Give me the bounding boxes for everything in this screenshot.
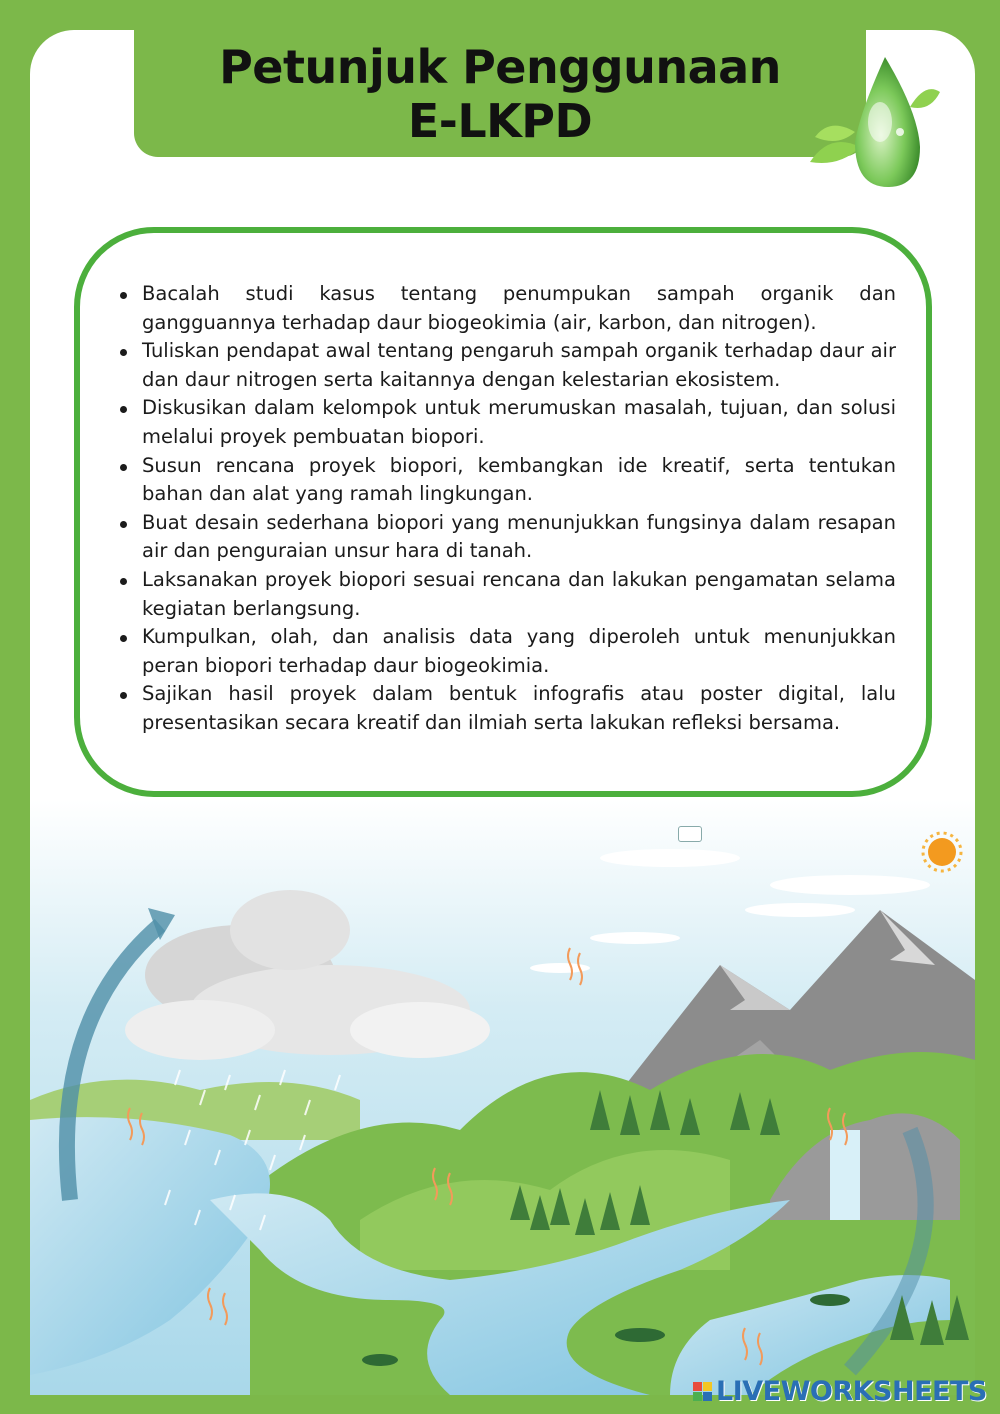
instruction-item: Buat desain sederhana biopori yang menunjukkan fungsinya dalam resapan air dan penguraian unsur hara di tanah.: [120, 509, 896, 566]
sun-icon: [928, 838, 956, 866]
instruction-item: Laksanakan proyek biopori sesuai rencana dan lakukan pengamatan selama kegiatan berlangsung.: [120, 566, 896, 623]
liveworksheets-watermark: [693, 1374, 987, 1408]
title-banner: [134, 30, 866, 157]
page-title-line-2: E-LKPD: [407, 93, 593, 148]
water-drop-icon: [800, 52, 950, 202]
liveworksheets-logo-icon: [693, 1382, 712, 1401]
instruction-item: Kumpulkan, olah, dan analisis data yang diperoleh untuk menunjukkan peran biopori terhadap daur biogeokimia.: [120, 623, 896, 680]
watermark-text: LIVEWORKSHEETS: [716, 1375, 987, 1407]
instruction-item: Bacalah studi kasus tentang penumpukan sampah organik dan gangguannya terhadap daur biogeokimia (air, karbon, dan nitrogen).: [120, 280, 896, 337]
instructions-list: [120, 280, 896, 738]
instruction-item: Diskusikan dalam kelompok untuk merumuskan masalah, tujuan, dan solusi melalui proyek pembuatan biopori.: [120, 394, 896, 451]
small-input-box[interactable]: [678, 826, 702, 842]
water-cycle-illustration: [30, 800, 975, 1395]
instruction-item: Sajikan hasil proyek dalam bentuk infografis atau poster digital, lalu presentasikan secara kreatif dan ilmiah serta lakukan refleksi bersama.: [120, 680, 896, 737]
instructions-box: [74, 227, 932, 797]
page-title-line-1: Petunjuk Penggunaan: [219, 39, 781, 94]
instruction-item: Susun rencana proyek biopori, kembangkan ide kreatif, serta tentukan bahan dan alat yang ramah lingkungan.: [120, 452, 896, 509]
instruction-item: Tuliskan pendapat awal tentang pengaruh sampah organik terhadap daur air dan daur nitrogen serta kaitannya dengan kelestarian ekosistem.: [120, 337, 896, 394]
